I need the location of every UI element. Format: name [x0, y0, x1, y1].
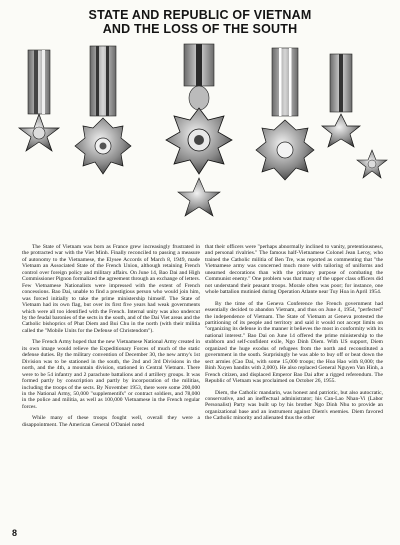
left-paragraph-2: The French Army hoped that the new Vietnamese National Army created in its own image would relieve the Expeditionary Forces of much of the static defense duties. By the military convention of December 30, the new army's 1st Division was to be stationed in the south, the 2nd and 3rd Divisions in the north, and the 4th, a mountain division, stationed in Central Vietnam. There were to be 54 infantry and 2 parachute battalions and 4 artillery groups. It was formed partly by conscription and partly by incorporation of the militias, including the troops of the sects. By November 1953, there were some 200,000 in the National Army, 50,000 "supplementifs" or contract soldiers, and 78,000 in the police and militia, as well as 100,000 Vietnamese in the French regular forces. — [22, 339, 200, 410]
page-title — [0, 8, 400, 36]
page-number: 8 — [12, 528, 18, 538]
medal-4 — [256, 48, 314, 180]
left-paragraph-3: While many of these troops fought well, overall they were a disappointment. The American General O'Daniel noted — [22, 415, 200, 428]
left-column — [22, 244, 200, 433]
right-paragraph-2: By the time of the Geneva Conference the French government had essentially decided to abandon Vietnam, and thus on June 4, 1954, "perfected" the independence of Vietnam. The State of Vietnam at Geneva protested the partitioning of its people and territory and said it would not accept limits on "organizing its defense in the manner it believes the most in conformity with its national interest." Bao Dai on June 14 offered the prime ministership to the stubborn and self-confident exile, Ngo Dinh Diem. With US support, Diem organized the huge exodus of refugees from the north and reconstituted a government in the south. Surprisingly he was able to buy off or beat down the sect armies (Cao Dai, with some 15,000 troops; the Hoa Hao with 8,000; the Binh Xuyen bandits with 2,000). He also replaced General Nguyen Van Hinh, a French citizen, and displaced Emperor Bao Dai after a rigged referendum. The Republic of Vietnam was proclaimed on October 26, 1955. — [205, 300, 383, 385]
medals-photo — [0, 40, 400, 240]
left-paragraph-1: The State of Vietnam was born as France grew increasingly frustrated in the protracted war with the Viet Minh. Finally reconciled to passing a measure of autonomy to the Vietnamese, the Elysee Accords of March 8, 1949, made Vietnam an Associated State of the French Union, although retaining French control over foreign policy and military affairs. On June 14, Bao Dai and High Commissioner Pignon formalized the agreement through an exchange of letters. Few Vietnamese Nationalists were impressed with the extent of French concessions. Bao Dai, unable to find a prestigious person who would join him, was forced initially to take the prime ministership himself. The State of Vietnam had its own flag, but over its first five years had weak governments which were all too identified with the French. Internal unity was also undercut by the feudal baronies of the sects in the south, and of the Dai Viet areas and the Catholic bishoprics of Phat Diem and Bui Chu in the north (with their militia called the "Mobile Units for the Defense of Christendom"). — [22, 244, 200, 334]
right-column — [205, 244, 383, 427]
right-paragraph-3: Diem, the Catholic mandarin, was honest and patriotic, but also autocratic, conservative, and an ineffectual administrator; his Can-Lao Nhan-Vi (Labor Personalist) Party was built up by his brother Ngo Dinh Nhu to provide an organizational base and an instrument against Diem's enemies. Diem favored the Catholic minority and alienated thus the other — [205, 389, 383, 422]
title-line-1: STATE AND REPUBLIC OF VIETNAM — [88, 8, 312, 22]
title-line-2: AND THE LOSS OF THE SOUTH — [102, 22, 298, 36]
medal-3 — [166, 44, 232, 216]
medal-2 — [75, 46, 131, 174]
right-paragraph-1: that their officers were "perhaps abnormally inclined to vanity, pretentiousness, and personal rivalries." The famous half-Vietnamese Colonel Jean Leroy, who trained the Catholic militia of Ben Tre, was reported as commenting that "the Vietnamese army was concerned much more with tailoring of uniforms and unearned decorations than with the primary purpose of combating the Communist enemy." One problem was that many of the upper class officers did not understand their peasant troops. Morale often was poor; for instance, one whole battalion mutinied during Operation Atlante near Tuy Hoa in April 1954. — [205, 244, 383, 296]
medal-1 — [19, 50, 59, 151]
medal-5 — [322, 54, 360, 147]
medal-6 — [357, 150, 387, 178]
